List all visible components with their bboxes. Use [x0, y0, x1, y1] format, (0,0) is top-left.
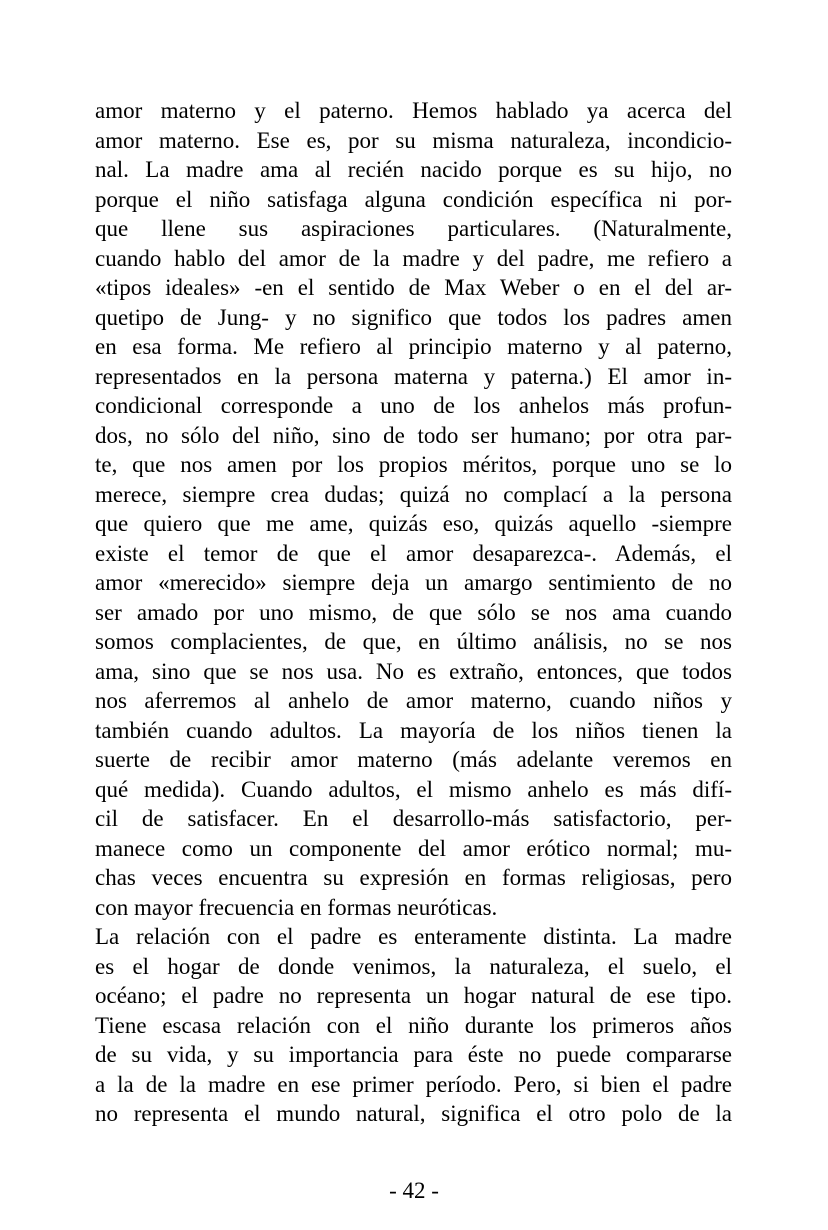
text-line: merece, siempre crea dudas; quizá no complací a la persona: [95, 481, 732, 507]
text-line: no representa el mundo natural, significa el otro polo de la: [95, 1101, 732, 1126]
text-line: amor materno y el paterno. Hemos hablado ya acerca del: [95, 98, 732, 123]
text-line: amor «merecido» siempre deja un amargo sentimiento de no: [95, 570, 732, 595]
text-line: nos aferremos al anhelo de amor materno, cuando niños y: [95, 688, 732, 713]
text-line: es el hogar de donde venimos, la naturaleza, el suelo, el: [95, 953, 732, 979]
text-line: océano; el padre no representa un hogar natural de ese tipo.: [95, 983, 732, 1008]
text-line: porque el niño satisfaga alguna condición específica ni por-: [95, 186, 732, 212]
text-line: en esa forma. Me refiero al principio materno y al paterno,: [95, 334, 732, 359]
text-line: cuando hablo del amor de la madre y del padre, me refiero a: [95, 245, 732, 271]
text-line: dos, no sólo del niño, sino de todo ser humano; por otra par-: [95, 422, 732, 448]
text-line: cil de satisfacer. En el desarrollo-más satisfactorio, per-: [95, 806, 732, 831]
text-line: te, que nos amen por los propios méritos, porque uno se lo: [95, 452, 732, 477]
text-line: de su vida, y su importancia para éste no puede compararse: [95, 1042, 732, 1067]
body-text: [95, 96, 732, 1129]
text-line: qué medida). Cuando adultos, el mismo anhelo es más difí-: [95, 776, 732, 802]
page-number: - 42 -: [389, 1178, 439, 1203]
text-line: La relación con el padre es enteramente distinta. La madre: [95, 924, 732, 949]
text-line: ama, sino que se nos usa. No es extraño, entonces, que todos: [95, 658, 732, 684]
text-line: existe el temor de que el amor desaparezca-. Además, el: [95, 540, 732, 566]
text-line: chas veces encuentra su expresión en formas religiosas, pero: [95, 865, 732, 890]
text-line: que llene sus aspiraciones particulares. (Naturalmente,: [95, 216, 732, 241]
text-line: nal. La madre ama al recién nacido porque es su hijo, no: [95, 157, 732, 182]
text-line: a la de la madre en ese primer período. Pero, si bien el padre: [95, 1071, 732, 1097]
text-line: que quiero que me ame, quizás eso, quizás aquello -siempre: [95, 511, 732, 536]
paragraph: [95, 96, 732, 922]
text-line: ser amado por uno mismo, de que sólo se nos ama cuando: [95, 599, 732, 625]
paragraph: [95, 922, 732, 1129]
text-line: somos complacientes, de que, en último análisis, no se nos: [95, 629, 732, 654]
text-line: con mayor frecuencia en formas neuróticas.: [95, 894, 498, 920]
text-line: «tipos ideales» -en el sentido de Max Weber o en el del ar-: [95, 275, 732, 300]
text-line: condicional corresponde a uno de los anhelos más profun-: [95, 393, 732, 418]
text-line: representados en la persona materna y paterna.) El amor in-: [95, 363, 732, 389]
text-line: suerte de recibir amor materno (más adelante veremos en: [95, 747, 732, 772]
text-line: amor materno. Ese es, por su misma naturaleza, incondicio-: [95, 127, 732, 153]
text-line: también cuando adultos. La mayoría de los niños tienen la: [95, 717, 732, 743]
text-line: quetipo de Jung- y no significo que todos los padres amen: [95, 304, 732, 330]
text-line: manece como un componente del amor erótico normal; mu-: [95, 835, 732, 861]
text-line: Tiene escasa relación con el niño durante los primeros años: [95, 1012, 732, 1038]
